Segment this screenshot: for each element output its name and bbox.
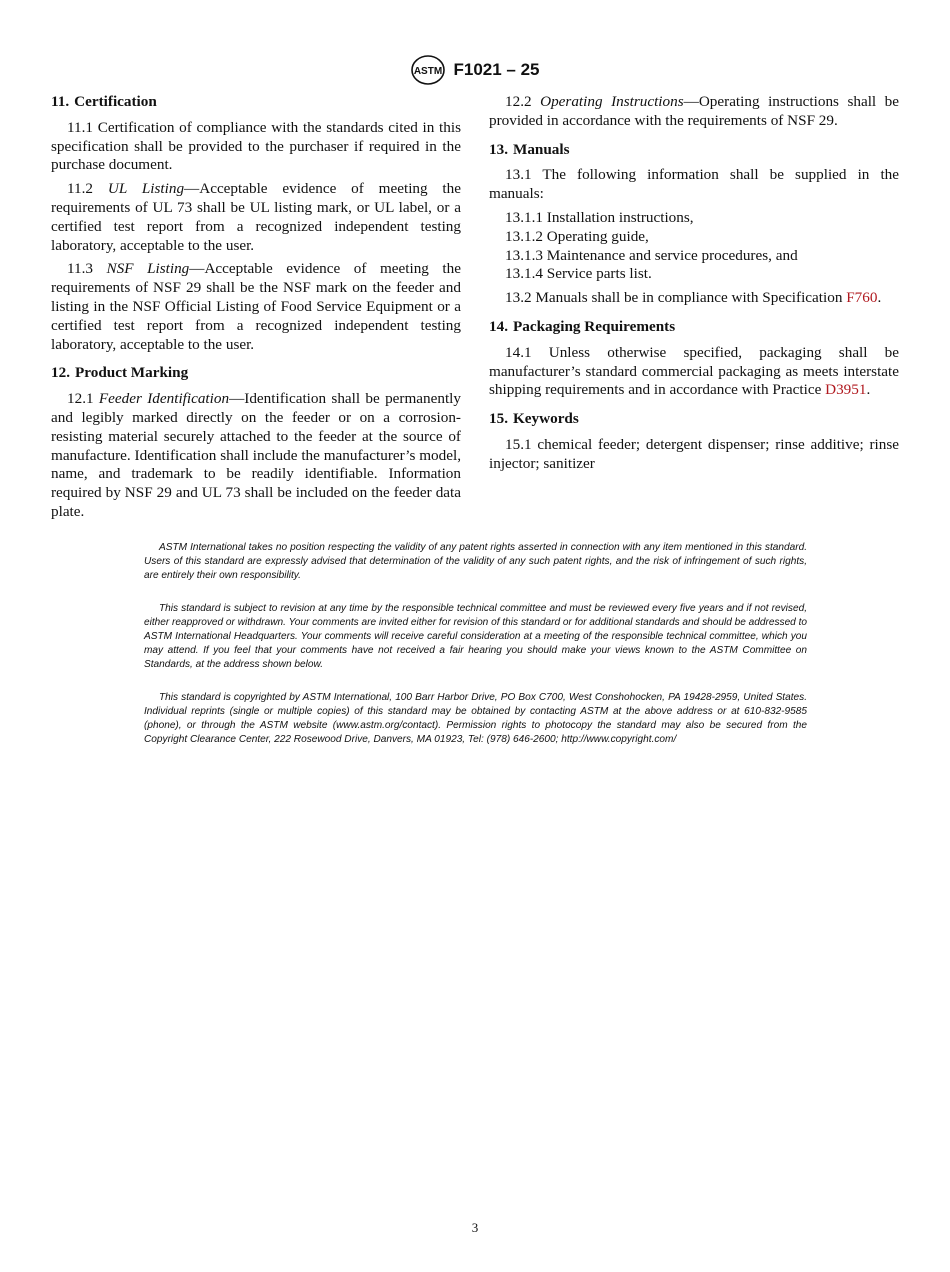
list-item: 13.1.2 Operating guide, [505,227,649,245]
section-heading [51,364,461,383]
term: NSF Listing [106,260,190,278]
astm-logo-text: ASTM [414,66,443,77]
section-heading [489,141,899,160]
page-header [0,54,950,86]
paragraph-11-2 [51,180,461,255]
section-title: Certification [74,93,157,110]
paragraph-number: 12.2 [505,93,532,110]
section-number: 13. [489,140,508,158]
paragraph-text: 13.2 Manuals shall be in compliance with Specification [505,289,847,307]
paragraph-text: —Acceptable evidence of meeting the requirements of NSF 29 shall be the NSF mark on the feeder and listing in the NSF Official Listing of Food Service Equipment or a certified test report from a recognized independent testing laboratory, acceptable to the user. [51,260,461,353]
section-number: 14. [489,317,508,335]
paragraph-11-3 [51,260,461,354]
paragraph-number: 11.2 [67,180,94,198]
list-item: 13.1.1 Installation instructions, [505,208,694,226]
paragraph-14-1 [489,344,899,400]
section-heading [51,93,461,112]
paragraph-11-1: 11.1 Certification of compliance with the standards cited in this specification shall be provided to the purchaser if required in the purchase document. [51,118,461,174]
term: UL Listing [107,180,185,198]
section-heading [489,318,899,337]
section-title: Packaging Requirements [512,317,676,335]
paragraph-13-2 [489,289,899,308]
section-title: Keywords [512,410,579,428]
paragraph-12-2 [489,93,899,131]
paragraph-13-1: 13.1 The following information shall be supplied in the manuals: [489,166,899,203]
document-designation: F1021 – 25 [453,60,540,79]
page-number: 3 [471,1220,479,1235]
section-15 [489,410,899,473]
left-column [51,93,461,532]
section-heading [489,410,899,429]
paragraph-15-1: 15.1 chemical feeder; detergent dispenser; rinse additive; rinse injector; sanitizer [489,435,899,472]
reference-link-f760[interactable]: F760 [846,289,878,307]
term: Feeder Identification [98,390,230,408]
paragraph-number: 11.3 [67,260,94,278]
punctuation: . [866,381,871,399]
copyright-notice: This standard is copyrighted by ASTM International, 100 Barr Harbor Drive, PO Box C700, West Conshohocken, PA 19428-2959, United States. Individual reprints (single or multiple copies) of this standard may be obtained by contacting ASTM at the above address or at 610-832-9585 (phone), or through the ASTM website (www.astm.org/contact). Permission rights to photocopy the standard may also be secured from the Copyright Clearance Center, 222 Rosewood Drive, Danvers, MA 01923, Tel: (978) 646-2600; http://www.copyright.com/ [144,692,807,745]
paragraph-text: —Acceptable evidence of meeting the requirements of UL 73 shall be UL listing mark, or UL label, or a certified test report from a recognized independent testing laboratory, acceptable to the user. [51,180,461,254]
paragraph-text: —Identification shall be permanently and legibly marked directly on the feeder or on a corrosion-resisting material securely attached to the feeder at the source of manufacture. Identification shall include the manufacturer’s model, name, and trademark to be readily identifiable. Information required by NSF 29 and UL 73 shall be included on the feeder data plate. [51,390,461,520]
revision-notice: This standard is subject to revision at any time by the responsible technical committee and must be reviewed every five years and if not revised, either reapproved or withdrawn. Your comments are invited either for revision of this standard or for additional standards and should be addressed to ASTM International Headquarters. Your comments will receive careful consideration at a meeting of the responsible technical committee, which you may attend. If you feel that your comments have not received a fair hearing you should make your views known to the ASTM Committee on Standards, at the address shown below. [144,603,808,670]
list-item: 13.1.3 Maintenance and service procedures, and [505,246,798,264]
paragraph-text: —Operating instructions shall be provided in accordance with the requirements of NSF 29. [489,93,900,129]
section-14 [489,318,899,400]
section-12 [51,364,461,521]
section-number: 12. [51,364,70,382]
paragraph-12-1 [51,390,461,522]
section-title: Manuals [512,140,570,158]
section-11 [51,93,461,354]
patent-notice: ASTM International takes no position respecting the validity of any patent rights asserted in connection with any item mentioned in this standard. Users of this standard are expressly advised that determination of the validity of any such patent rights, and the risk of infringement of such rights, are entirely their own responsibility. [144,542,807,581]
section-number: 15. [489,410,508,428]
paragraph-number: 12.1 [67,390,94,408]
section-number: 11. [51,93,70,110]
section-12-2 [489,93,899,131]
right-column [489,93,899,484]
list-item: 13.1.4 Service parts list. [505,265,652,283]
astm-logo-icon [410,54,446,86]
section-title: Product Marking [74,364,189,382]
section-13 [489,141,899,308]
reference-link-d3951[interactable]: D3951 [825,381,867,399]
term: Operating Instructions [540,93,684,110]
legal-notices [144,541,807,767]
punctuation: . [877,289,882,307]
paragraph-text: 14.1 Unless otherwise specified, packaging shall be manufacturer’s standard commercial packaging as meets interstate shipping requirements and in accordance with Practice [489,343,899,399]
